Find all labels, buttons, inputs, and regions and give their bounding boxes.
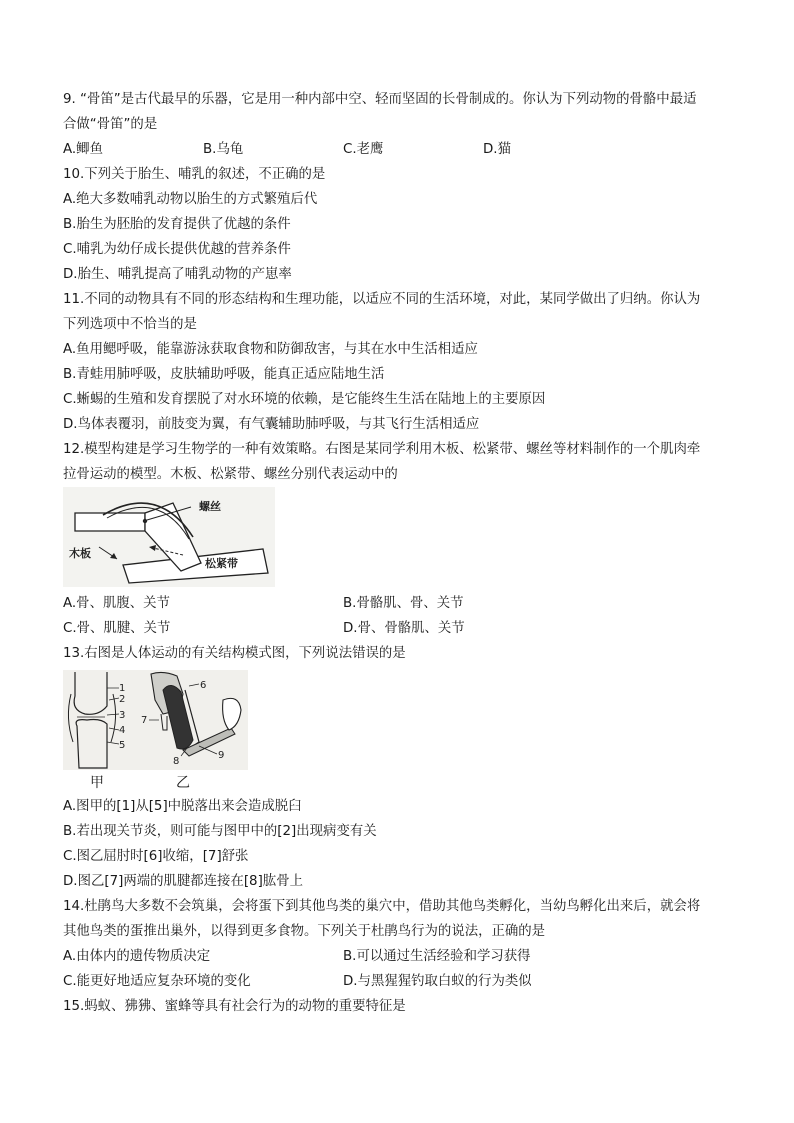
joint-arm-figure bbox=[63, 670, 248, 770]
q14-stem-line1: 14.杜鹃鸟大多数不会筑巢，会将蛋下到其他鸟类的巢穴中，借助其他鸟类孵化，当幼鸟孵化出来后，就会将 bbox=[63, 899, 701, 914]
num-9: 9 bbox=[218, 750, 225, 761]
label-screw: 螺丝 bbox=[199, 500, 221, 513]
q10-option-a: A.绝大多数哺乳动物以胎生的方式繁殖后代 bbox=[63, 192, 318, 207]
num-1: 1 bbox=[119, 683, 126, 694]
screw-dot bbox=[143, 519, 147, 523]
q9-option-a: A.鲫鱼 bbox=[63, 142, 103, 157]
caption-jia: 甲 bbox=[90, 775, 104, 791]
q14-option-b: B.可以通过生活经验和学习获得 bbox=[343, 949, 531, 964]
q11-option-d: D.鸟体表覆羽，前肢变为翼，有气囊辅助肺呼吸，与其飞行生活相适应 bbox=[63, 417, 480, 432]
q12-stem-line1: 12.模型构建是学习生物学的一种有效策略。右图是某同学利用木板、松紧带、螺丝等材料制作的一个肌肉牵 bbox=[63, 442, 701, 457]
q9-stem-line1: 9. “骨笛”是古代最早的乐器，它是用一种内部中空、轻而坚固的长骨制成的。你认为下列动物的骨骼中最适 bbox=[63, 92, 697, 107]
q10-stem: 10.下列关于胎生、哺乳的叙述，不正确的是 bbox=[63, 167, 326, 182]
q13-option-d: D.图乙[7]两端的肌腱都连接在[8]肱骨上 bbox=[63, 874, 303, 889]
num-2: 2 bbox=[119, 694, 126, 705]
q12-option-b: B.骨骼肌、骨、关节 bbox=[343, 596, 464, 611]
q13-option-a: A.图甲的[1]从[5]中脱落出来会造成脱臼 bbox=[63, 799, 302, 814]
q11-stem-line2: 下列选项中不恰当的是 bbox=[63, 317, 197, 332]
label-board: 木板 bbox=[69, 547, 91, 560]
q10-option-d: D.胎生、哺乳提高了哺乳动物的产崽率 bbox=[63, 267, 292, 282]
num-3: 3 bbox=[119, 710, 126, 721]
q9-option-d: D.猫 bbox=[483, 142, 511, 157]
num-4: 4 bbox=[119, 725, 126, 736]
q14-option-d: D.与黑猩猩钓取白蚁的行为类似 bbox=[343, 974, 532, 989]
q12-option-c: C.骨、肌腱、关节 bbox=[63, 621, 171, 636]
q11-option-a: A.鱼用鳃呼吸，能靠游泳获取食物和防御敌害，与其在水中生活相适应 bbox=[63, 342, 478, 357]
upper-board-shape bbox=[75, 513, 145, 531]
q10-option-b: B.胎生为胚胎的发育提供了优越的条件 bbox=[63, 217, 291, 232]
q13-option-b: B.若出现关节炎，则可能与图甲中的[2]出现病变有关 bbox=[63, 824, 377, 839]
q12-option-d: D.骨、骨骼肌、关节 bbox=[343, 621, 465, 636]
q11-option-b: B.青蛙用肺呼吸，皮肤辅助呼吸，能真正适应陆地生活 bbox=[63, 367, 385, 382]
q12-stem-line2: 拉骨运动的模型。木板、松紧带、螺丝分别代表运动中的 bbox=[63, 467, 398, 482]
q9-stem-line2: 合做“骨笛”的是 bbox=[63, 117, 158, 132]
q13-option-c: C.图乙屈肘时[6]收缩，[7]舒张 bbox=[63, 849, 249, 864]
num-7: 7 bbox=[141, 715, 148, 726]
q14-stem-line2: 其他鸟类的蛋推出巢外，以得到更多食物。下列关于杜鹃鸟行为的说法，正确的是 bbox=[63, 924, 546, 939]
num-6: 6 bbox=[200, 680, 207, 691]
num-8: 8 bbox=[173, 756, 180, 767]
q14-option-c: C.能更好地适应复杂环境的变化 bbox=[63, 974, 251, 989]
q9-option-c: C.老鹰 bbox=[343, 142, 384, 157]
label-band: 松紧带 bbox=[205, 557, 238, 570]
q12-option-a: A.骨、肌腹、关节 bbox=[63, 596, 170, 611]
q11-option-c: C.蜥蜴的生殖和发育摆脱了对水环境的依赖，是它能终生生活在陆地上的主要原因 bbox=[63, 392, 546, 407]
q10-option-c: C.哺乳为幼仔成长提供优越的营养条件 bbox=[63, 242, 291, 257]
muscle-model-figure bbox=[63, 487, 275, 587]
caption-yi: 乙 bbox=[176, 775, 190, 791]
num-5: 5 bbox=[119, 740, 126, 751]
q9-option-b: B.乌龟 bbox=[203, 142, 244, 157]
q11-stem-line1: 11.不同的动物具有不同的形态结构和生理功能，以适应不同的生活环境，对此，某同学做出了归纳。你认为 bbox=[63, 292, 701, 307]
q15-stem: 15.蚂蚁、狒狒、蜜蜂等具有社会行为的动物的重要特征是 bbox=[63, 999, 406, 1014]
q13-stem: 13.右图是人体运动的有关结构模式图，下列说法错误的是 bbox=[63, 646, 406, 661]
q14-option-a: A.由体内的遗传物质决定 bbox=[63, 949, 211, 964]
